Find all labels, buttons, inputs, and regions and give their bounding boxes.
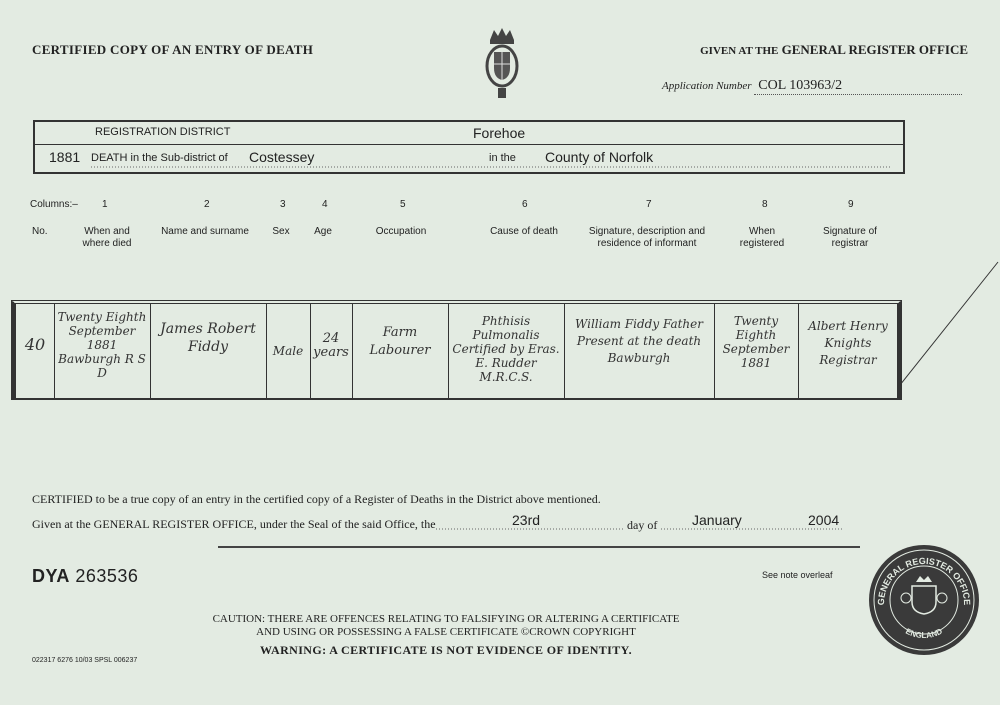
diagonal-stroke xyxy=(900,260,1000,390)
application-label: Application Number xyxy=(662,80,752,92)
col-header-age: Age xyxy=(314,226,332,237)
given-prefix: GIVEN AT THE xyxy=(700,45,779,57)
caution-line-2: AND USING OR POSSESSING A FALSE CERTIFICATE ©CROWN COPYRIGHT xyxy=(256,626,636,638)
col-header-when-registered: When registered xyxy=(739,226,785,249)
entry-when-registered: Twenty Eighth September 1881 xyxy=(722,314,790,370)
given-statement xyxy=(32,517,436,532)
separator-rule xyxy=(218,546,860,548)
death-year: 1881 xyxy=(49,149,81,165)
day-of-label: day of xyxy=(627,518,658,532)
registration-district-label: REGISTRATION DISTRICT xyxy=(95,126,231,138)
col-number-4: 4 xyxy=(322,199,328,210)
divider xyxy=(310,304,311,398)
given-day: 23rd xyxy=(512,512,541,528)
col-header-cause: Cause of death xyxy=(490,226,558,237)
col-header-occupation: Occupation xyxy=(375,226,427,237)
serial-prefix: DYA xyxy=(32,566,70,586)
divider xyxy=(714,304,715,398)
divider xyxy=(150,304,151,398)
col-number-6: 6 xyxy=(522,199,528,210)
svg-text:GENERAL REGISTER OFFICE: GENERAL REGISTER OFFICE xyxy=(875,555,973,606)
col-number-5: 5 xyxy=(400,199,406,210)
col-number-3: 3 xyxy=(280,199,286,210)
royal-crest-icon xyxy=(482,24,522,104)
caution-text xyxy=(186,613,706,639)
col-header-when-where: When and where died xyxy=(82,226,132,249)
county-value: County of Norfolk xyxy=(545,149,654,165)
see-note-overleaf: See note overleaf xyxy=(762,570,833,580)
divider xyxy=(54,304,55,398)
given-year: 2004 xyxy=(808,512,840,528)
registration-district-value: Forehoe xyxy=(473,125,526,141)
entry-sex: Male xyxy=(272,344,304,358)
col-header-no: No. xyxy=(32,226,48,237)
entry-informant: William Fiddy Father Present at the death Bawburgh xyxy=(575,317,703,365)
application-number: COL 103963/2 xyxy=(754,78,962,95)
serial-digits: 263536 xyxy=(75,566,139,586)
divider xyxy=(266,304,267,398)
print-code: 022317 6276 10/03 SPSL 006237 xyxy=(32,657,138,664)
warning-text: WARNING: A CERTIFICATE IS NOT EVIDENCE OF IDENTITY. xyxy=(259,643,633,657)
col-number-7: 7 xyxy=(646,199,652,210)
col-header-sex: Sex xyxy=(272,226,290,237)
certified-statement: CERTIFIED to be a true copy of an entry in the certified copy of a Register of Deaths in the District above mentioned. xyxy=(32,492,601,506)
district-box xyxy=(33,120,905,174)
sub-district-value: Costessey xyxy=(249,149,315,165)
divider xyxy=(798,304,799,398)
given-text: Given at the GENERAL REGISTER OFFICE, under the Seal of the said Office, the xyxy=(32,517,436,531)
given-at-header xyxy=(700,42,968,58)
given-month: January xyxy=(692,512,742,528)
col-number-9: 9 xyxy=(848,199,854,210)
gro-seal-icon xyxy=(868,544,980,656)
col-number-8: 8 xyxy=(762,199,768,210)
application-number-row xyxy=(662,78,962,95)
entry-when-where: Twenty Eighth September 1881 Bawburgh R S D xyxy=(57,310,147,380)
divider xyxy=(448,304,449,398)
entry-occupation: Farm Labourer xyxy=(369,325,431,358)
serial-number xyxy=(32,566,138,587)
col-header-registrar: Signature of registrar xyxy=(823,226,877,249)
divider xyxy=(564,304,565,398)
divider xyxy=(352,304,353,398)
entry-table xyxy=(11,300,902,400)
district-dotted-lines xyxy=(91,166,891,170)
entry-age: 24 years xyxy=(313,331,349,360)
svg-text:ENGLAND: ENGLAND xyxy=(904,626,944,641)
in-the-label: in the xyxy=(489,152,516,164)
entry-cause: Phthisis Pulmonalis Certified by Eras. E. Rudder M.R.C.S. xyxy=(452,314,560,384)
col-header-name: Name and surname xyxy=(161,226,249,237)
certificate-title: CERTIFIED COPY OF AN ENTRY OF DEATH xyxy=(32,42,314,57)
sub-district-label: DEATH in the Sub-district of xyxy=(91,152,228,164)
col-number-2: 2 xyxy=(204,199,210,210)
col-header-informant: Signature, description and residence of informant xyxy=(588,226,706,249)
columns-label: Columns:– xyxy=(30,199,78,210)
caution-line-1: CAUTION: THERE ARE OFFENCES RELATING TO FALSIFYING OR ALTERING A CERTIFICATE xyxy=(212,613,680,625)
district-row xyxy=(35,122,903,145)
entry-no: 40 xyxy=(24,335,46,354)
given-office: GENERAL REGISTER OFFICE xyxy=(781,42,968,57)
entry-registrar: Albert Henry Knights Registrar xyxy=(808,319,888,367)
entry-name: James Robert Fiddy xyxy=(160,321,256,355)
col-number-1: 1 xyxy=(102,199,108,210)
